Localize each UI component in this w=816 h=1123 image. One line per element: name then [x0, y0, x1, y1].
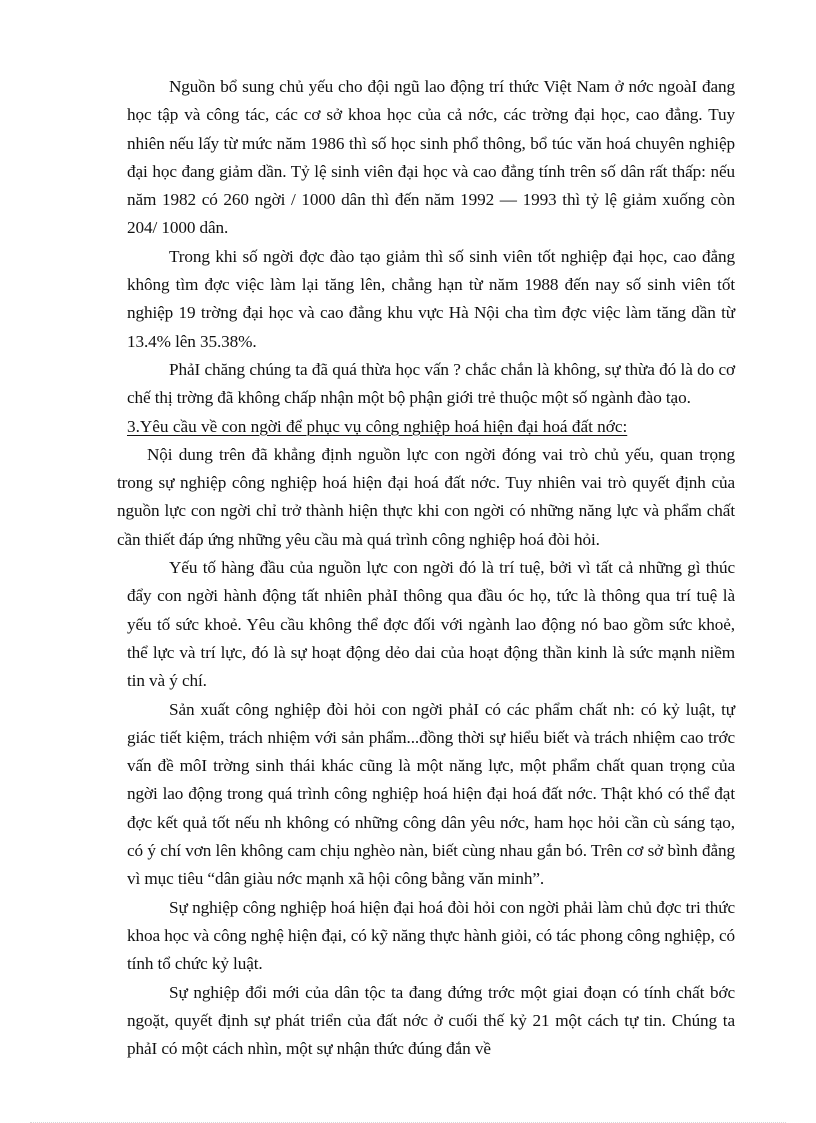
paragraph-6: Sự nghiệp công nghiệp hoá hiện đại hoá đòi hỏi con ngời phải làm chủ đợc tri thức khoa học và công nghệ hiện đại, có kỹ năng thực hành giỏi, có tác phong công nghiệp, có tính tổ chức kỷ luật. [127, 897, 735, 974]
paragraph-5: Sản xuất công nghiệp đòi hỏi con ngời phảI có các phẩm chất nh: có kỷ luật, tự giác tiết kiệm, trách nhiệm với sản phẩm...đồng thời sự hiểu biết và trách nhiệm cao trớc vấn đề môI trờng sinh thái khác cũng là một năng lực, một phẩm chất quan trọng của ngời lao động trong quá trình công nghiệp hoá hiện đại hoá đất nớc. Thật khó có thể đạt đợc kết quả tốt nếu nh không có những công dân yêu nớc, ham học hỏi cần cù sáng tạo, có ý chí vơn lên không cam chịu nghèo nàn, biết cùng nhau gắn bó. Trên cơ sở bình đẳng vì mục tiêu “dân giàu nớc mạnh xã hội công bằng văn minh”. [127, 699, 735, 889]
paragraph-2: Trong khi số ngời đợc đào tạo giảm thì số sinh viên tốt nghiệp đại học, cao đẳng không tìm đợc việc làm lại tăng lên, chẳng hạn từ năm 1988 đến nay số sinh viên tốt nghiệp 19 trờng đại học và cao đẳng khu vực Hà Nội cha tìm đợc việc làm tăng dần từ 13.4% lên 35.38%. [127, 246, 735, 351]
section-heading: 3.Yêu cầu về con ngời để phục vụ công nghiệp hoá hiện đại hoá đất nớc: [127, 416, 628, 436]
paragraph-7: Sự nghiệp đổi mới của dân tộc ta đang đứng trớc một giai đoạn có tính chất bớc ngoặt, quyết định sự phát triển của đất nớc ở cuối thế kỷ 21 một cách tự tin. Chúng ta phảI có một cách nhìn, một sự nhận thức đúng đắn về [127, 982, 735, 1059]
section-lead-paragraph: Nội dung trên đã khẳng định nguồn lực con ngời đóng vai trò chủ yếu, quan trọng trong sự nghiệp công nghiệp hoá hiện đại hoá đất nớc. Tuy nhiên vai trò quyết định của nguồn lực con ngời chỉ trở thành hiện thực khi con ngời có những năng lực và phẩm chất cần thiết đáp ứng những yêu cầu mà quá trình công nghiệp hoá đòi hỏi. [117, 444, 735, 549]
paragraph-1: Nguồn bổ sung chủ yếu cho đội ngũ lao động trí thức Việt Nam ở nớc ngoàI đang học tập và công tác, các cơ sở khoa học của cả nớc, các trờng đại học, cao đẳng. Tuy nhiên nếu lấy từ mức năm 1986 thì số học sinh phổ thông, bổ túc văn hoá chuyên nghiệp đại học đang giảm dần. Tỷ lệ sinh viên đại học và cao đẳng tính trên số dân rất thấp: nếu năm 1982 có 260 ngời / 1000 dân thì đến năm 1992 — 1993 thì tỷ lệ giảm xuống còn 204/ 1000 dân. [127, 77, 735, 238]
paragraph-4: Yếu tố hàng đầu của nguồn lực con ngời đó là trí tuệ, bởi vì tất cả những gì thúc đẩy con ngời hành động tất nhiên phảI thông qua đầu óc họ, tức là thông qua trí tuệ là yếu tố sức khoẻ. Yêu cầu không thể đợc đối với ngành lao động nó bao gồm sức khoẻ, thể lực và trí lực, đó là sự hoạt động dẻo dai của hoạt động thần kinh là sức mạnh niềm tin và ý chí. [127, 558, 735, 691]
paragraph-3: PhảI chăng chúng ta đã quá thừa học vấn ? chắc chắn là không, sự thừa đó là do cơ chế thị trờng đã không chấp nhận một bộ phận giới trẻ thuộc một số ngành đào tạo. [127, 359, 735, 408]
document-page [117, 73, 735, 1063]
